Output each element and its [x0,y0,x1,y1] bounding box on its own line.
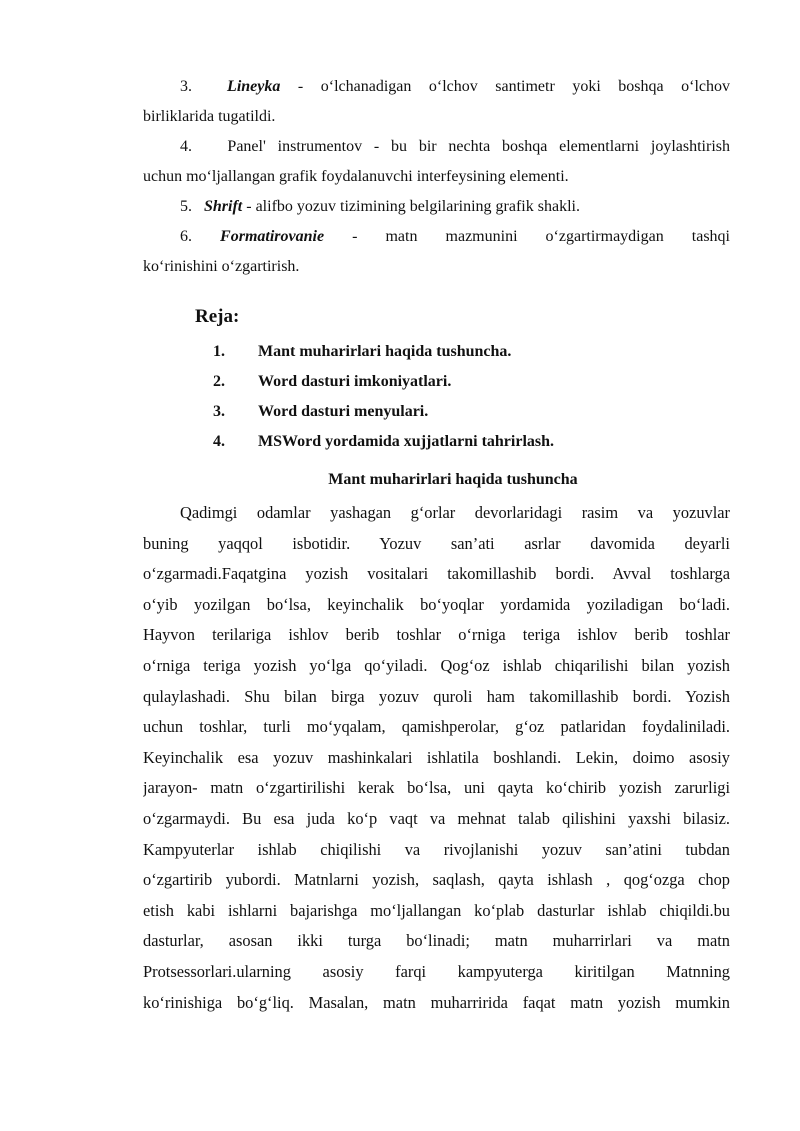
plan-list [213,337,733,457]
plan-item [213,397,733,427]
paragraph-line: o‘rniga teriga yozish yo‘lga qo‘yiladi. Qog‘oz ishlab chiqarilishi bilan yozish [143,655,730,675]
definition-line [143,162,730,192]
paragraph-line: Hayvon terilariga ishlov berib toshlar o‘rniga teriga ishlov berib toshlar [143,625,730,645]
definition-text: uchun mo‘ljallangan grafik foydalanuvchi interfeysining elementi. [143,168,569,185]
definition-line [143,252,730,282]
plan-item-text: Word dasturi imkoniyatlari. [258,373,452,390]
definition-term: Formatirovanie [220,228,325,245]
definition-number: 6. [180,228,192,245]
plan-item-text: Mant muharirlari haqida tushuncha. [258,343,512,360]
plan-item-text: MSWord yordamida xujjatlarni tahrirlash. [258,433,555,450]
plan-item-number: 2. [213,373,225,390]
definition-text: - o‘lchanadigan o‘lchov santimetr yoki boshqa o‘lchov [280,78,730,95]
definition-text: - alifbo yozuv tizimining belgilarining grafik shakli. [242,198,580,215]
paragraph-line: o‘yib yozilgan bo‘lsa, keyinchalik bo‘yoqlar yordamida yoziladigan bo‘ladi. [143,594,730,614]
plan-title: Reja: [195,306,240,327]
definition-line [143,222,730,252]
definition-term: Shrift [204,198,243,215]
paragraph-line: o‘zgarmadi.Faqatgina yozish vositalari takomillashib bordi. Avval toshlarga [143,564,730,584]
plan-item-number: 3. [213,403,225,420]
paragraph-line: o‘zgarmaydi. Bu esa juda ko‘p vaqt va mehnat talab qilishini yaxshi bilasiz. [143,808,730,828]
paragraph-line: o‘zgartirib yubordi. Matnlarni yozish, saqlash, qayta ishlash , qog‘ozga chop [143,870,730,890]
definition-text: - matn mazmunini o‘zgartirmaydigan tashqi [324,228,730,245]
definition-text: Panel' instrumentov - bu bir nechta boshqa elementlarni joylashtirish [227,138,730,155]
plan-item-number: 4. [213,433,225,450]
paragraph-line: buning yaqqol isbotidir. Yozuv san’ati asrlar davomida deyarli [143,533,730,553]
plan-item-text: Word dasturi menyulari. [258,403,429,420]
plan-item [213,367,733,397]
definition-text: birliklarida tugatildi. [143,108,276,125]
paragraph-line: Qadimgi odamlar yashagan g‘orlar devorlaridagi rasim va yozuvlar [180,503,730,522]
definition-line [143,132,730,162]
paragraph-line: qulaylashadi. Shu bilan birga yozuv quroli ham takomillashib bordi. Yozish [143,686,730,706]
plan-item-number: 1. [213,343,225,360]
definition-term: Lineyka [227,78,281,95]
paragraph-line: Kampyuterlar ishlab chiqilishi va rivojlanishi yozuv san’atini tubdan [143,839,730,859]
paragraph-line: jarayon- matn o‘zgartirilishi kerak bo‘lsa, uni qayta ko‘chirib yozish zarurligi [143,778,730,798]
definition-line [143,102,730,132]
definition-number: 4. [180,138,192,155]
definition-line [143,72,730,102]
paragraph-line: etish kabi ishlarni bajarishga mo‘ljallangan ko‘plab dasturlar ishlab chiqildi.bu [143,900,730,920]
paragraph-line: dasturlar, asosan ikki turga bo‘linadi; matn muharrirlari va matn [143,931,730,951]
definition-number: 3. [180,78,192,95]
definition-text: ko‘rinishini o‘zgartirish. [143,258,300,275]
plan-item [213,337,733,367]
definitions-list [143,72,730,282]
section-title: Mant muharirlari haqida tushuncha [328,471,578,488]
body-paragraph [143,498,730,1018]
plan-item [213,427,733,457]
paragraph-line: ko‘rinishiga bo‘g‘liq. Masalan, matn muharririda faqat matn yozish mumkin [143,992,730,1012]
definition-line [143,192,730,222]
paragraph-line: uchun toshlar, turli mo‘yqalam, qamishperolar, g‘oz patlaridan foydaliniladi. [143,717,730,737]
paragraph-line: Keyinchalik esa yozuv mashinkalari ishlatila boshlandi. Lekin, doimo asosiy [143,747,730,767]
paragraph-line: Protsessorlari.ularning asosiy farqi kampyuterga kiritilgan Matnning [143,961,730,981]
definition-number: 5. [180,198,192,215]
